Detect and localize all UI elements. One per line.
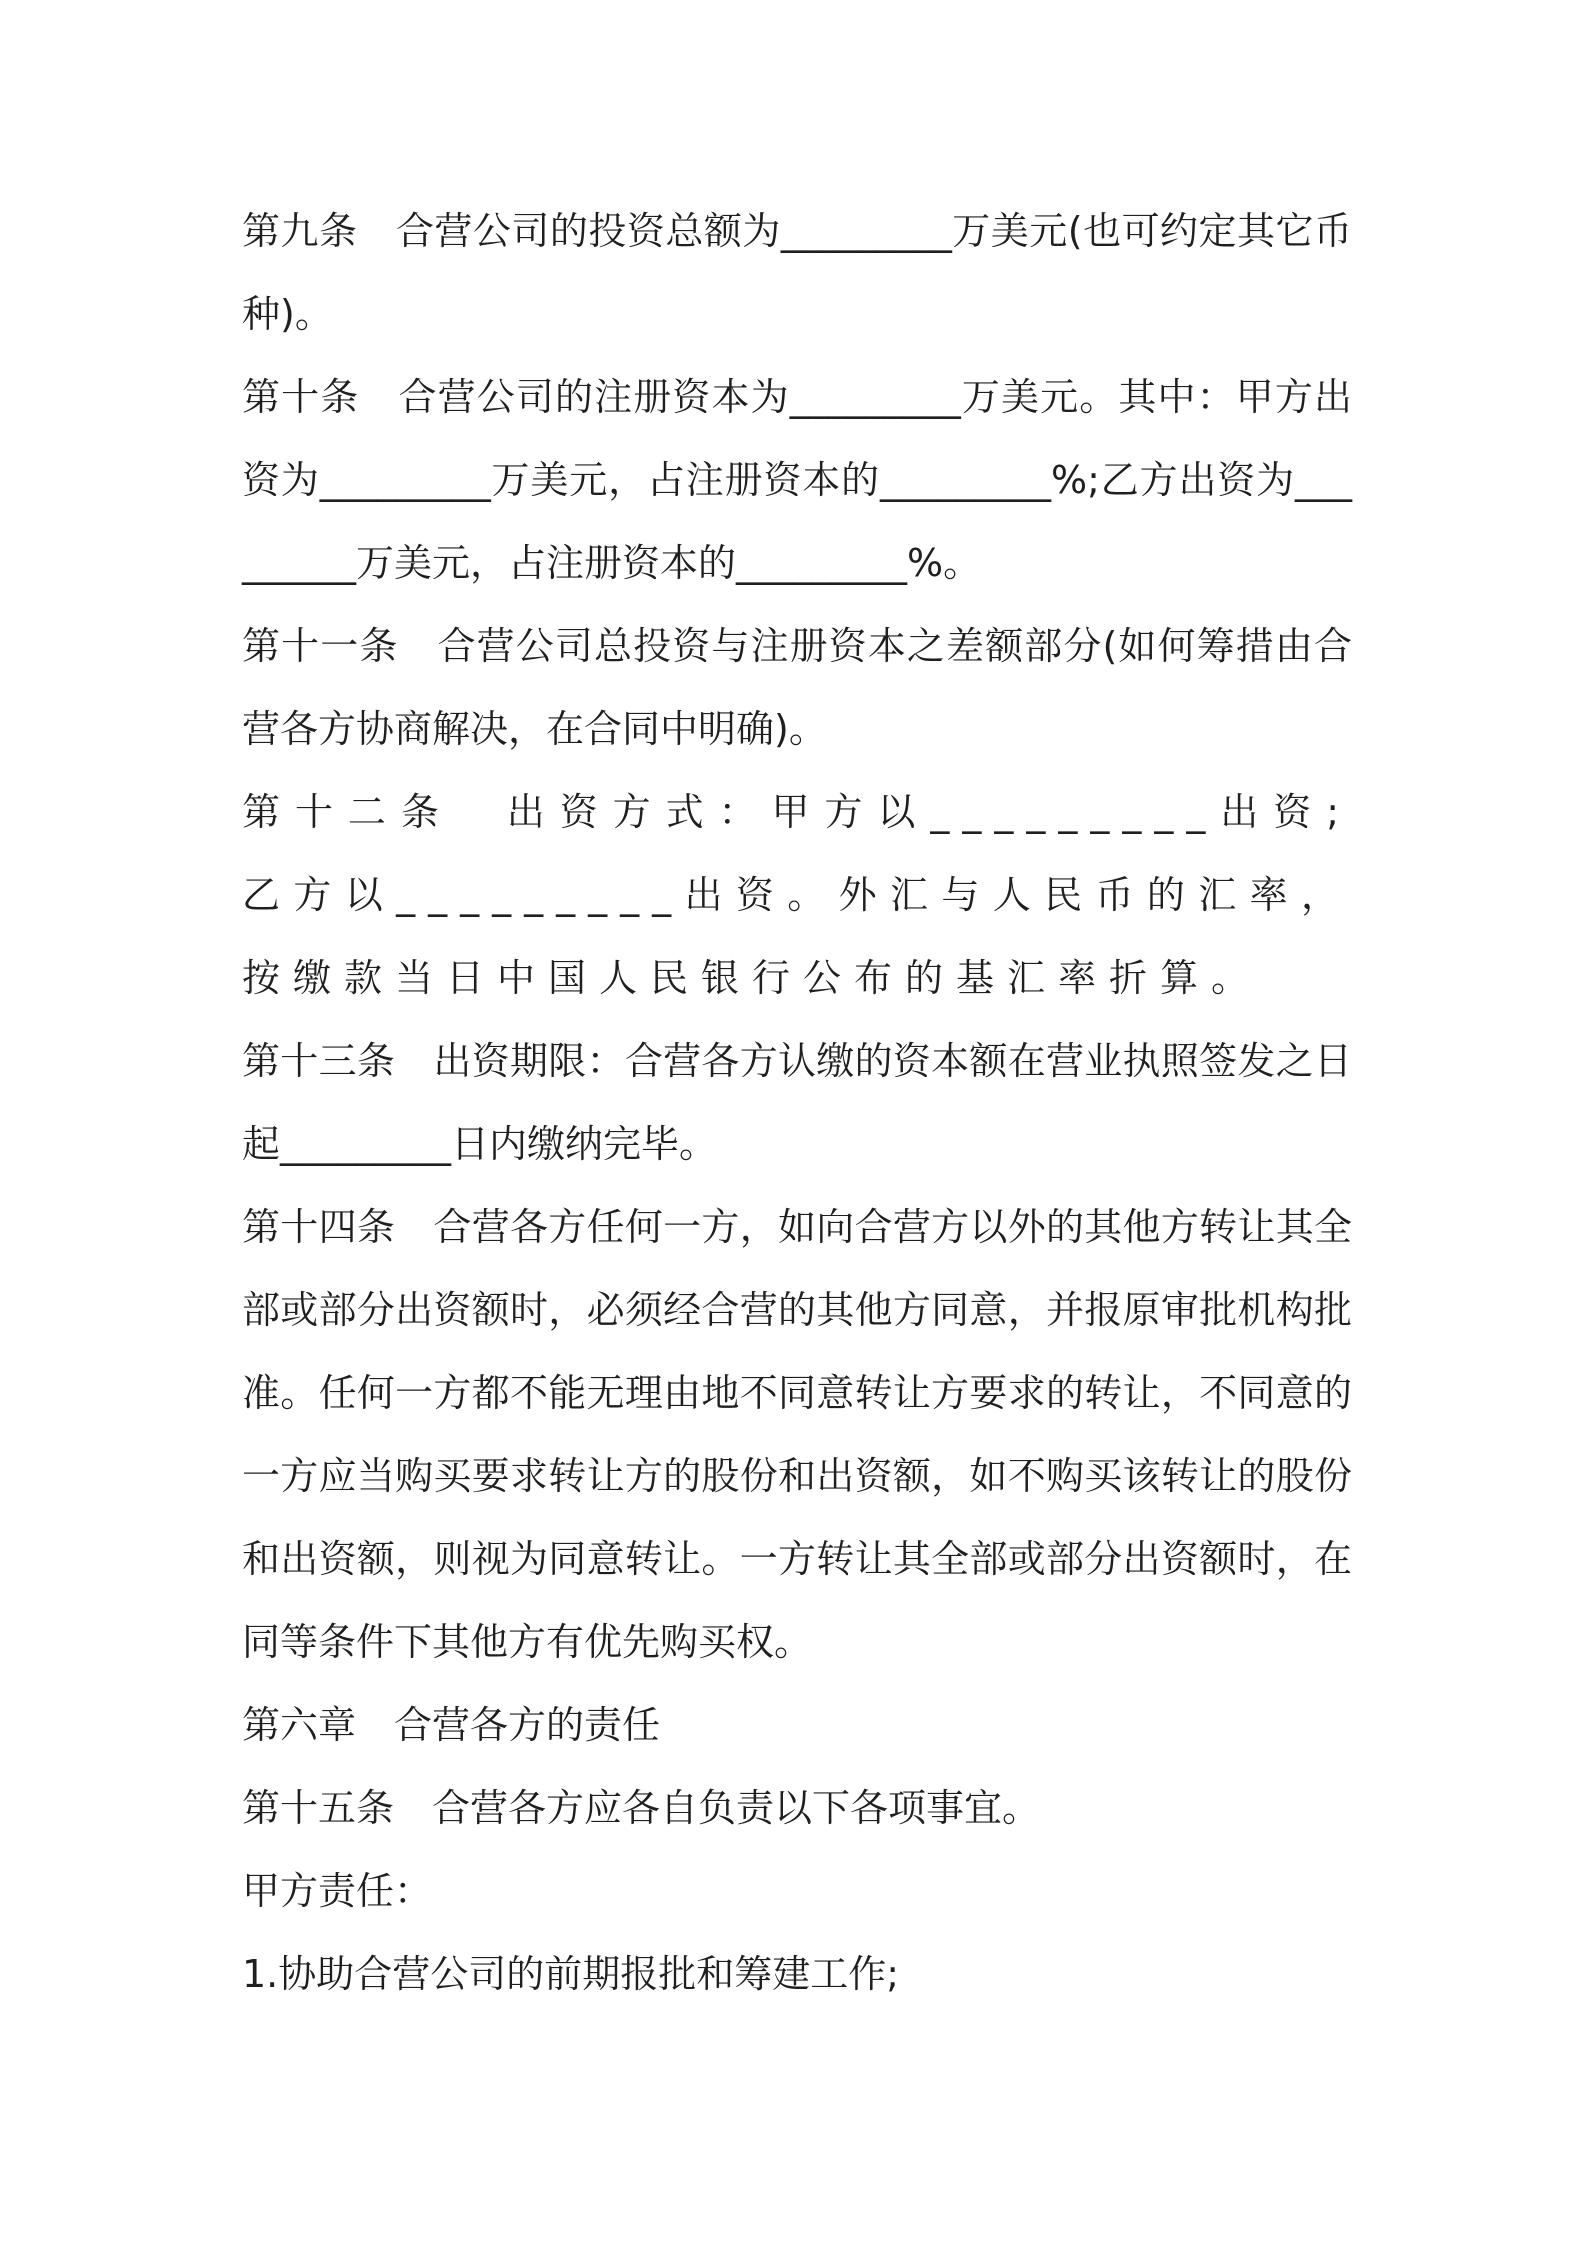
article-15: 第十五条 合营各方应各自负责以下各项事宜。 — [242, 1786, 1041, 1830]
article-14: 第十四条 合营各方任何一方，如向合营方以外的其他方转让其全部或部分出资额时，必须经合营的其他方同意，并报原审批机构批准。任何一方都不能无理由地不同意转让方要求的转让，不同意的一方应当购买要求转让方的股份和出资额，如不购买该转让的股份和出资额，则视为同意转让。一方转让其全部或部分出资额时，在同等条件下其他方有优先购买权。 — [242, 1205, 1352, 1664]
chapter-6-heading: 第六章 合营各方的责任 — [242, 1703, 661, 1747]
party-a-responsibility-heading: 甲方责任： — [242, 1869, 433, 1913]
document-body — [242, 190, 1352, 2016]
article-13: 第十三条 出资期限：合营各方认缴的资本额在营业执照签发之日起_________日内缴纳完毕。 — [242, 1039, 1352, 1166]
article-9: 第九条 合营公司的投资总额为_________万美元(也可约定其它币种)。 — [242, 209, 1352, 336]
article-12: 第十二条 出资方式：甲方以_________出资;乙方以_________出资。外汇与人民币的汇率，按缴款当日中国人民银行公布的基汇率折算。 — [242, 790, 1352, 1000]
article-10: 第十条 合营公司的注册资本为_________万美元。其中：甲方出资为_________万美元，占注册资本的_________%;乙方出资为_________万美元，占注册资本的_________%。 — [242, 375, 1352, 585]
article-11: 第十一条 合营公司总投资与注册资本之差额部分(如何筹措由合营各方协商解决，在合同中明确)。 — [242, 624, 1352, 751]
responsibility-item-1: 1.协助合营公司的前期报批和筹建工作; — [242, 1952, 900, 1996]
